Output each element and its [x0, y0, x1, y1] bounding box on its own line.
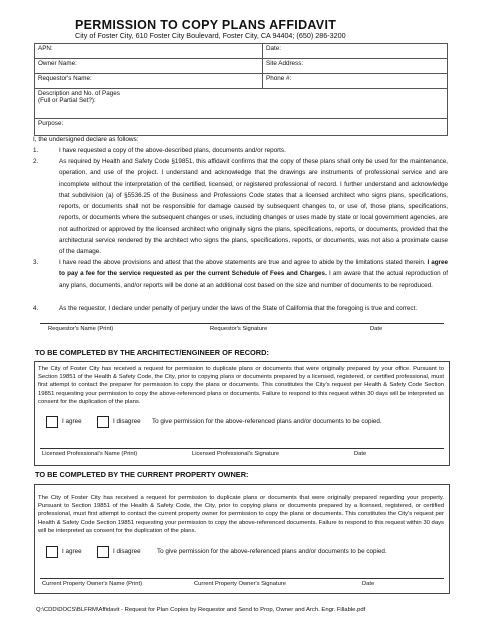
item-number: 3. [33, 259, 39, 266]
item-3-text-a: I have read the above provisions and attest that the above statements are true and agree to abide by the limitations stated therein. [59, 259, 426, 266]
item-text [59, 257, 448, 291]
architect-paragraph: The City of Foster City has received a request for permission to duplicate plans or documents that were originally prepared by your office. Pursuant to Section 19851 of the Health & Safety Code, the City, prior to copying plans or documents prepared by a licensed, registered, or certified professional, must first attempt to contact the preparer for permission to copy the plans or documents. This constitutes the City's request per Health & Safety Code Section 19851 requesting your permission to copy the above-referenced plans or documents. Failure to respond to this request within 30 days will be interpreted as consent for the duplication of the plans. [38, 366, 444, 405]
architect-section-heading: TO BE COMPLETED BY THE ARCHITECT/ENGINEER OF RECORD: [35, 348, 269, 357]
declaration-item-3 [33, 257, 448, 303]
item-text: As the requestor, I declare under penalty of perjury under the laws of the State of California that the foregoing is true and correct. [59, 305, 418, 312]
architect-permission-text: To give permission for the above-referenced plans and/or documents to be copied. [152, 418, 382, 425]
requestor-signature-line[interactable] [40, 323, 444, 324]
fee-agreement: I agree to pay a fee for the service requested as per the current Schedule of Fees and Charges. [59, 259, 448, 278]
item-number: 1. [33, 147, 39, 154]
owner-permission-text: To give permission for the above-referenced plans and/or documents to be copied. [157, 548, 387, 555]
owner-disagree-label: I disagree [113, 548, 141, 555]
owner-section-heading: TO BE COMPLETED BY THE CURRENT PROPERTY OWNER: [35, 470, 249, 479]
apn-label: APN: [38, 45, 53, 52]
requestor-name-field[interactable] [35, 74, 263, 89]
architect-disagree-label: I disagree [113, 418, 141, 425]
requestor-name-caption: Requestor's Name (Print) [48, 326, 114, 332]
owner-date-caption: Date [362, 581, 375, 587]
purpose-field[interactable] [35, 119, 448, 136]
description-field[interactable] [35, 89, 448, 119]
owner-agree-label: I agree [62, 548, 82, 555]
architect-agree-checkbox[interactable] [46, 416, 58, 428]
architect-signature-line[interactable] [40, 448, 444, 449]
owner-name-caption: Current Property Owner's Name (Print) [42, 581, 143, 587]
architect-date-caption: Date [354, 451, 367, 457]
declaration-item-4 [33, 303, 448, 315]
owner-signature-caption: Current Property Owner's Signature [194, 581, 286, 587]
architect-disagree-checkbox[interactable] [97, 416, 109, 428]
item-text: As required by Health and Safety Code §19851, this affidavit confirms that the copy of these plans shall only be used for the maintenance, operation, and use of the project. I understand and acknowledge that the drawings are instruments of professional service and are incomplete without the interpretation of the certified, licensed, or registered professional of record. I further understand and acknowledge that subdivision (a) of §5536.25 of the Business and Professions Code states that a licensed architect who signs plans, specifications, reports, or documents shall not be responsible for damage caused by subsequent changes to, or use of, those plans, specifications, reports, or documents where the subsequent changes or uses, including changes or uses made by state or local government agencies, are not authorized or approved by the licensed architect who originally signs the plans, specifications, reports, or documents, provided that the architectural service rendered by the architect who signs the plans, specifications, reports, or documents, was not also a proximate cause of the damage. [59, 158, 448, 256]
apn-field[interactable] [35, 44, 263, 59]
site-address-label: Site Address: [266, 60, 304, 67]
item-number: 4. [33, 305, 39, 312]
purpose-label: Purpose: [38, 120, 64, 127]
owner-name-field[interactable] [35, 59, 263, 74]
description-label-line1: Description and No. of Pages [38, 90, 120, 97]
architect-agree-label: I agree [62, 418, 82, 425]
declaration-intro: I, the undersigned declare as follows: [33, 136, 139, 143]
item-text: I have requested a copy of the above-described plans, documents and/or reports. [59, 147, 286, 154]
request-info-table [34, 43, 448, 136]
phone-label: Phone #: [266, 75, 292, 82]
site-address-field[interactable] [263, 59, 448, 74]
requestor-name-label: Requestor's Name: [38, 75, 92, 82]
requestor-date-caption: Date [370, 326, 383, 332]
date-field[interactable] [263, 44, 448, 59]
owner-name-label: Owner Name: [38, 60, 77, 67]
description-label-line2: (Full or Partial Set?): [38, 97, 96, 104]
file-path-footer: Q:\CDD\DOCS\BLFRM\Affidavit - Request for Plan Copies by Requestor and Send to Prop, Owner and Arch. Engr. Fillable.pdf [36, 607, 366, 613]
requestor-signature-caption: Requestor's Signature [210, 326, 268, 332]
date-label: Date: [266, 45, 282, 52]
page-title: PERMISSION TO COPY PLANS AFFIDAVIT [75, 18, 337, 32]
phone-field[interactable] [263, 74, 448, 89]
city-address: City of Foster City, 610 Foster City Boulevard, Foster City, CA 94404; (650) 286-3200 [75, 31, 346, 40]
architect-name-caption: Licensed Professional's Name (Print) [42, 451, 138, 457]
item-3-text-b: I am aware that the actual reproduction of any plans, documents, and/or reports will be done at an additional cost based on the size and number of documents to be reproduced. [59, 270, 448, 289]
owner-agree-checkbox[interactable] [46, 546, 58, 558]
architect-signature-caption: Licensed Professional's Signature [192, 451, 280, 457]
item-number: 2. [33, 158, 39, 165]
declaration-item-2 [33, 156, 448, 258]
owner-signature-line[interactable] [40, 578, 444, 579]
owner-paragraph: The City of Foster City has received a request for permission to duplicate plans or documents that were originally prepared regarding your property. Pursuant to Section 19851 of the Health & Safety Code, the City, prior to copying plans or documents prepared by a licensed, registered, or certified professional, must first attempt to contact the current property owner for permission to copy the plans or documents. This constitutes the City's request per Health & Safety Code Section 19851 requesting your permission to copy the above-referenced documents. Failure to respond to this request within 30 days will be interpreted as consent for the duplication of the plans. [38, 495, 444, 534]
owner-disagree-checkbox[interactable] [97, 546, 109, 558]
